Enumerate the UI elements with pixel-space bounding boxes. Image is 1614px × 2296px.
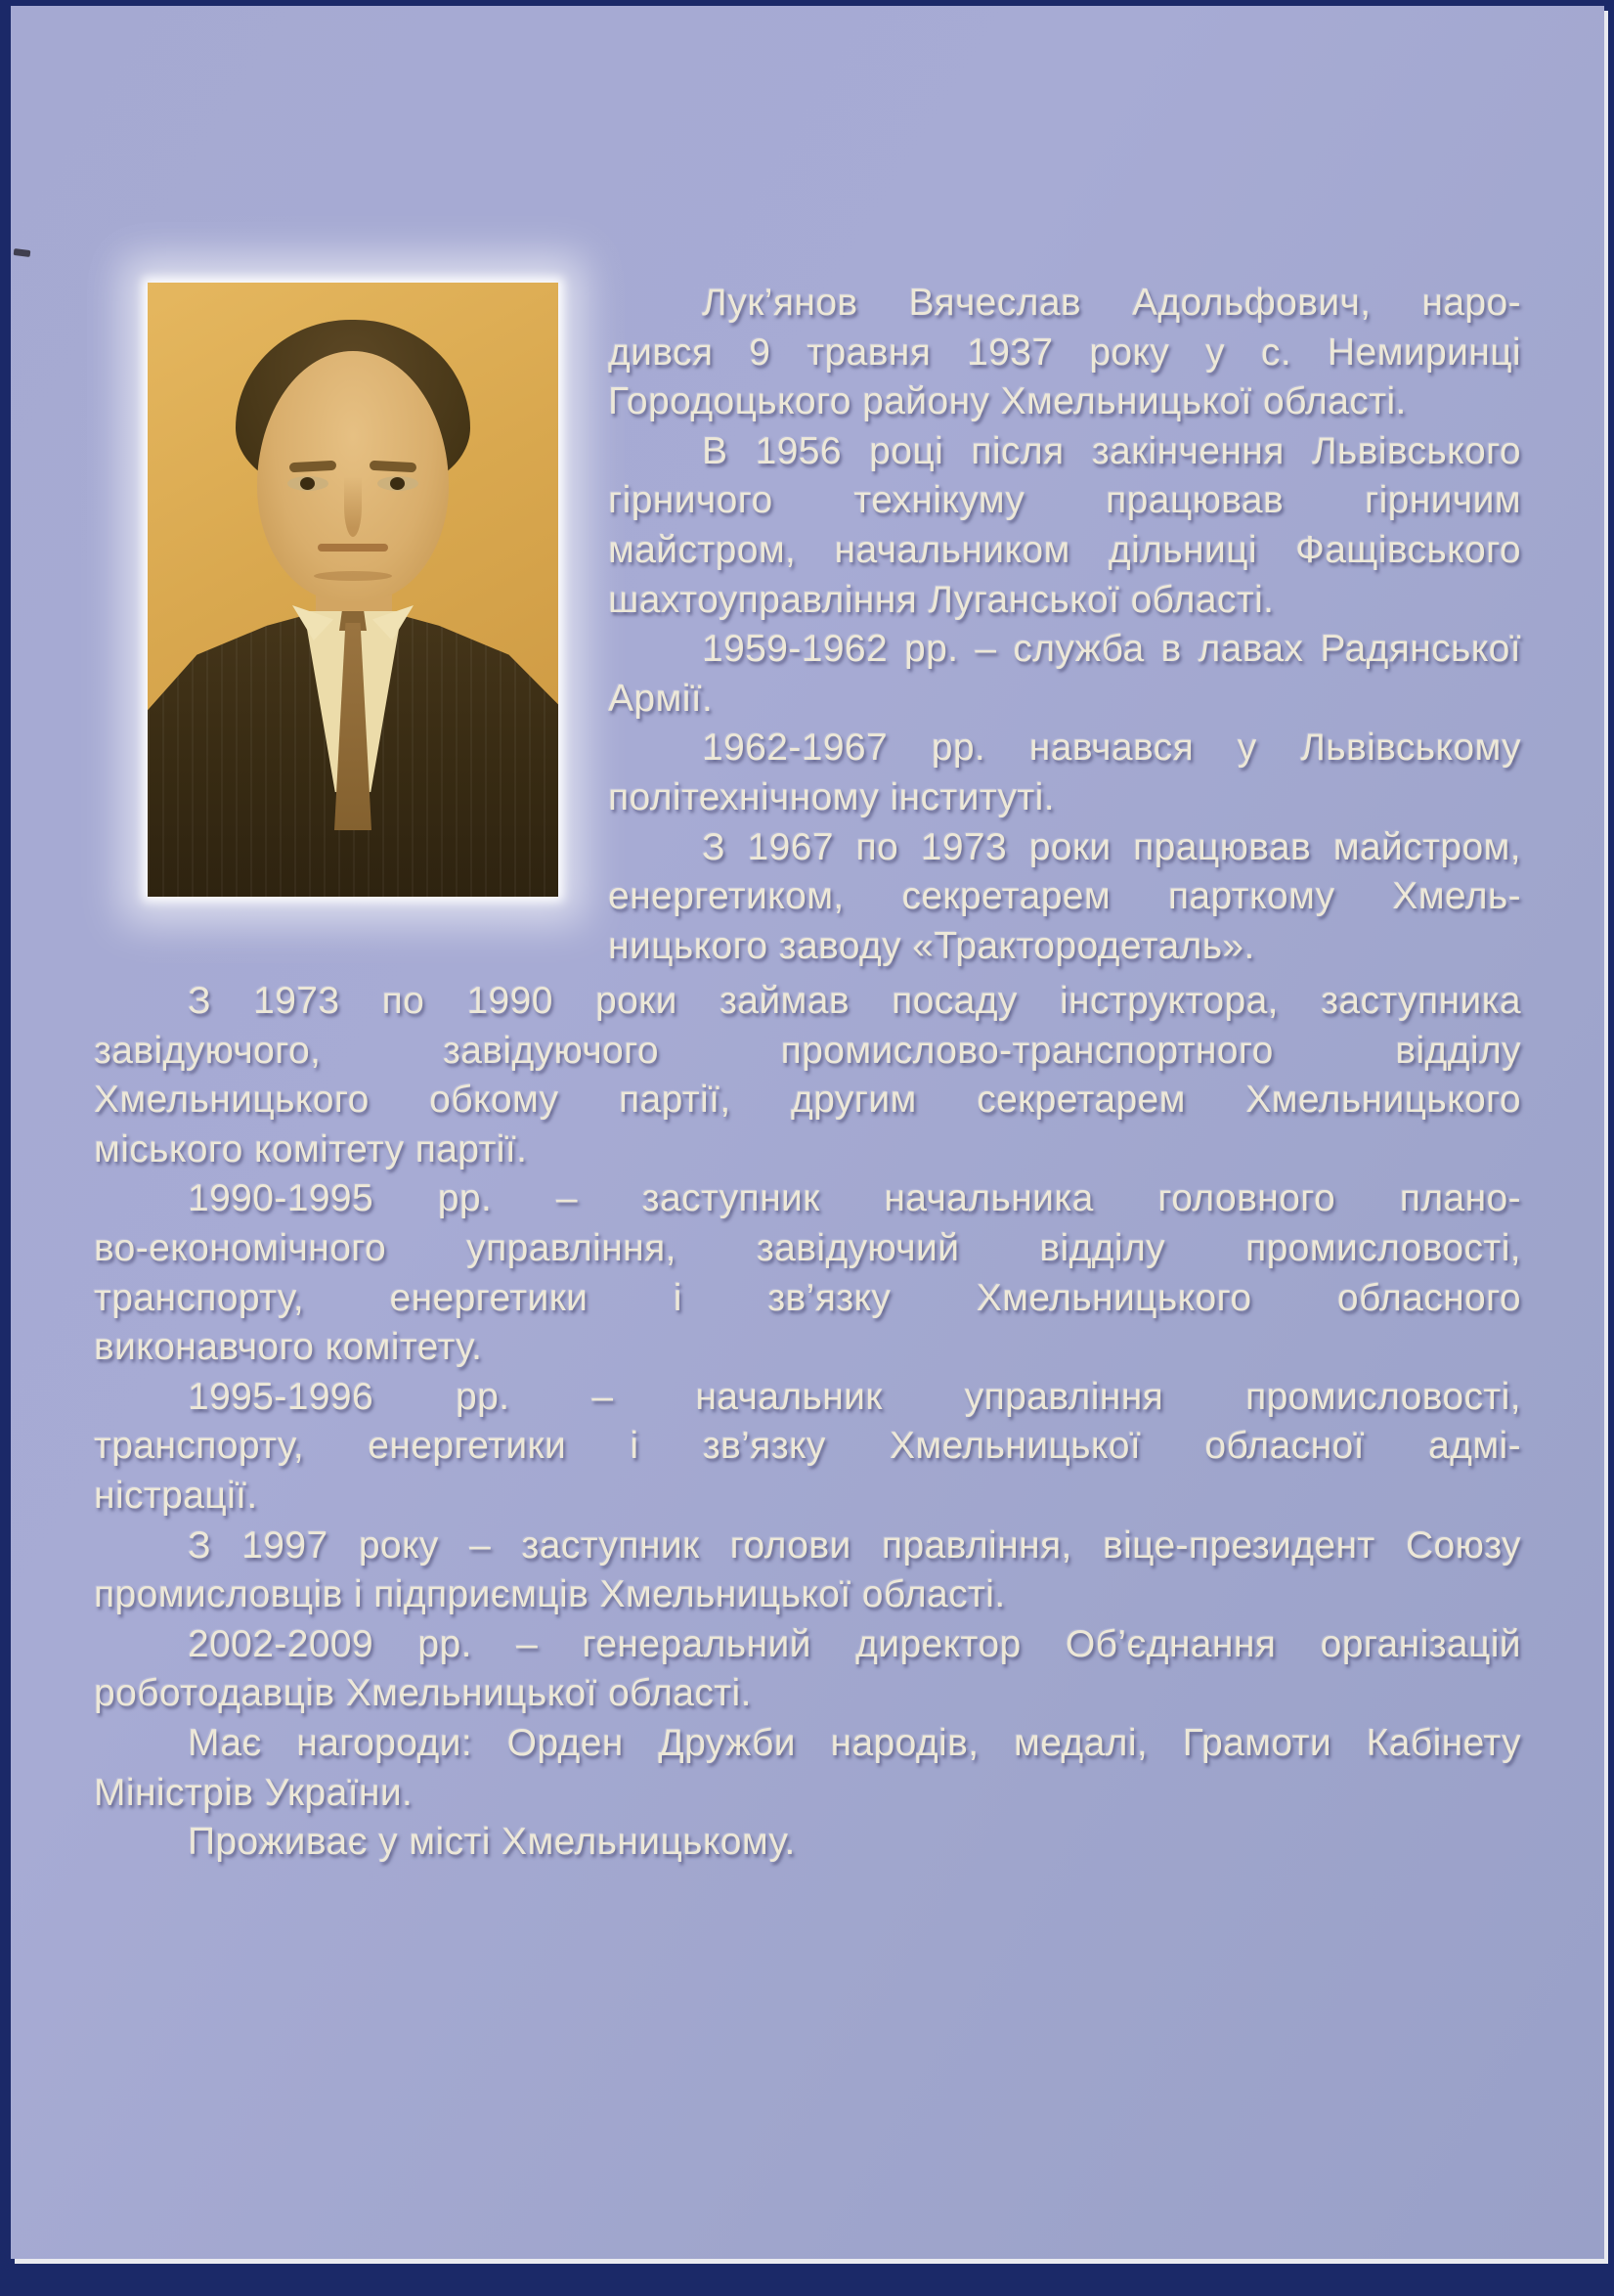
bio-text-line: дився 9 травня 1937 року у с. Немиринці (608, 331, 1521, 374)
bio-text-line: роботодавців Хмельницької області. (94, 1672, 752, 1715)
bio-text-line: 1995-1996 рр. – начальник управління промисловості, (188, 1375, 1521, 1418)
bio-text-line: З 1973 по 1990 роки займав посаду інструктора, заступника (188, 980, 1521, 1022)
bio-paragraph (94, 977, 1521, 1174)
bio-text-line: Міністрів України. (94, 1771, 414, 1814)
bio-paragraph (608, 724, 1521, 822)
bio-text-line: політехнічному інституті. (608, 775, 1055, 818)
bio-text-line: Лук’янов Вячеслав Адольфович, наро- (702, 282, 1521, 324)
bio-paragraph (608, 427, 1521, 625)
bio-text-line: транспорту, енергетики і зв’язку Хмельницького обласного (94, 1276, 1521, 1319)
bio-text-line: ницького заводу «Трактородеталь». (608, 924, 1255, 967)
bio-paragraph (94, 1174, 1521, 1372)
left-eyebrow (289, 460, 336, 471)
bio-text-line: 1990-1995 рр. – заступник начальника головного плано- (188, 1177, 1521, 1220)
bio-text-line: промисловців і підприємців Хмельницької області. (94, 1573, 1006, 1616)
bio-text-line: во-економічного управління, завідуючий відділу промисловості, (94, 1226, 1521, 1269)
bio-text-line: З 1967 по 1973 роки працював майстром, (702, 825, 1521, 868)
scanned-page (11, 6, 1604, 2259)
bio-main-block (94, 977, 1521, 1868)
bio-text-line: З 1997 року – заступник голови правління, віце-президент Союзу (188, 1523, 1521, 1567)
portrait-photo (148, 283, 558, 897)
right-eyebrow (369, 460, 415, 471)
bio-text-line: 2002-2009 рр. – генеральний директор Об’єднання організацій (188, 1622, 1521, 1665)
bio-text-line: ністрації. (94, 1474, 258, 1517)
bio-text-line: майстром, начальником дільниці Фащівського (608, 528, 1521, 571)
bio-text-line: завідуючого, завідуючого промислово-транспортного відділу (94, 1029, 1521, 1072)
bio-text-line: міського комітету партії. (94, 1127, 528, 1170)
bio-text-line: енергетиком, секретарем парткому Хмель- (608, 875, 1521, 918)
bio-text-line: шахтоуправління Луганської області. (608, 578, 1275, 621)
bio-paragraph (94, 1818, 1521, 1868)
bio-text-line: Має нагороди: Орден Дружби народів, медалі, Грамоти Кабінету (188, 1721, 1521, 1764)
scan-artifact-mark (14, 248, 31, 257)
bio-paragraph (94, 1373, 1521, 1522)
bio-text-line: гірничого технікуму працював гірничим (608, 479, 1521, 522)
bio-paragraph (94, 1719, 1521, 1818)
nose-shadow (344, 476, 362, 537)
bio-text-line: Городоцького району Хмельницької області. (608, 380, 1407, 423)
mouth (318, 544, 388, 552)
bio-text-line: 1959-1962 рр. – служба в лавах Радянської (702, 628, 1521, 671)
right-pupil (390, 477, 405, 490)
bio-text-line: В 1956 році після закінчення Львівського (702, 429, 1521, 472)
bio-text-line: виконавчого комітету. (94, 1326, 483, 1369)
bio-paragraph (94, 1522, 1521, 1620)
left-pupil (300, 477, 315, 490)
right-eye (377, 476, 418, 491)
chin-shadow (314, 571, 392, 581)
bio-paragraph (608, 279, 1521, 427)
bio-intro-block (608, 279, 1521, 971)
bio-text-line: Хмельницького обкому партії, другим секретарем Хмельницького (94, 1079, 1521, 1122)
left-eye (287, 476, 328, 491)
bio-paragraph (608, 823, 1521, 972)
bio-paragraph (94, 1620, 1521, 1719)
bio-paragraph (608, 625, 1521, 724)
bio-text-line: Армії. (608, 677, 714, 720)
bio-text-line: транспорту, енергетики і зв’язку Хмельницької обласної адмі- (94, 1425, 1521, 1468)
bio-text-line: 1962-1967 рр. навчався у Львівському (702, 727, 1521, 770)
bio-text-line: Проживає у місті Хмельницькому. (188, 1821, 796, 1864)
